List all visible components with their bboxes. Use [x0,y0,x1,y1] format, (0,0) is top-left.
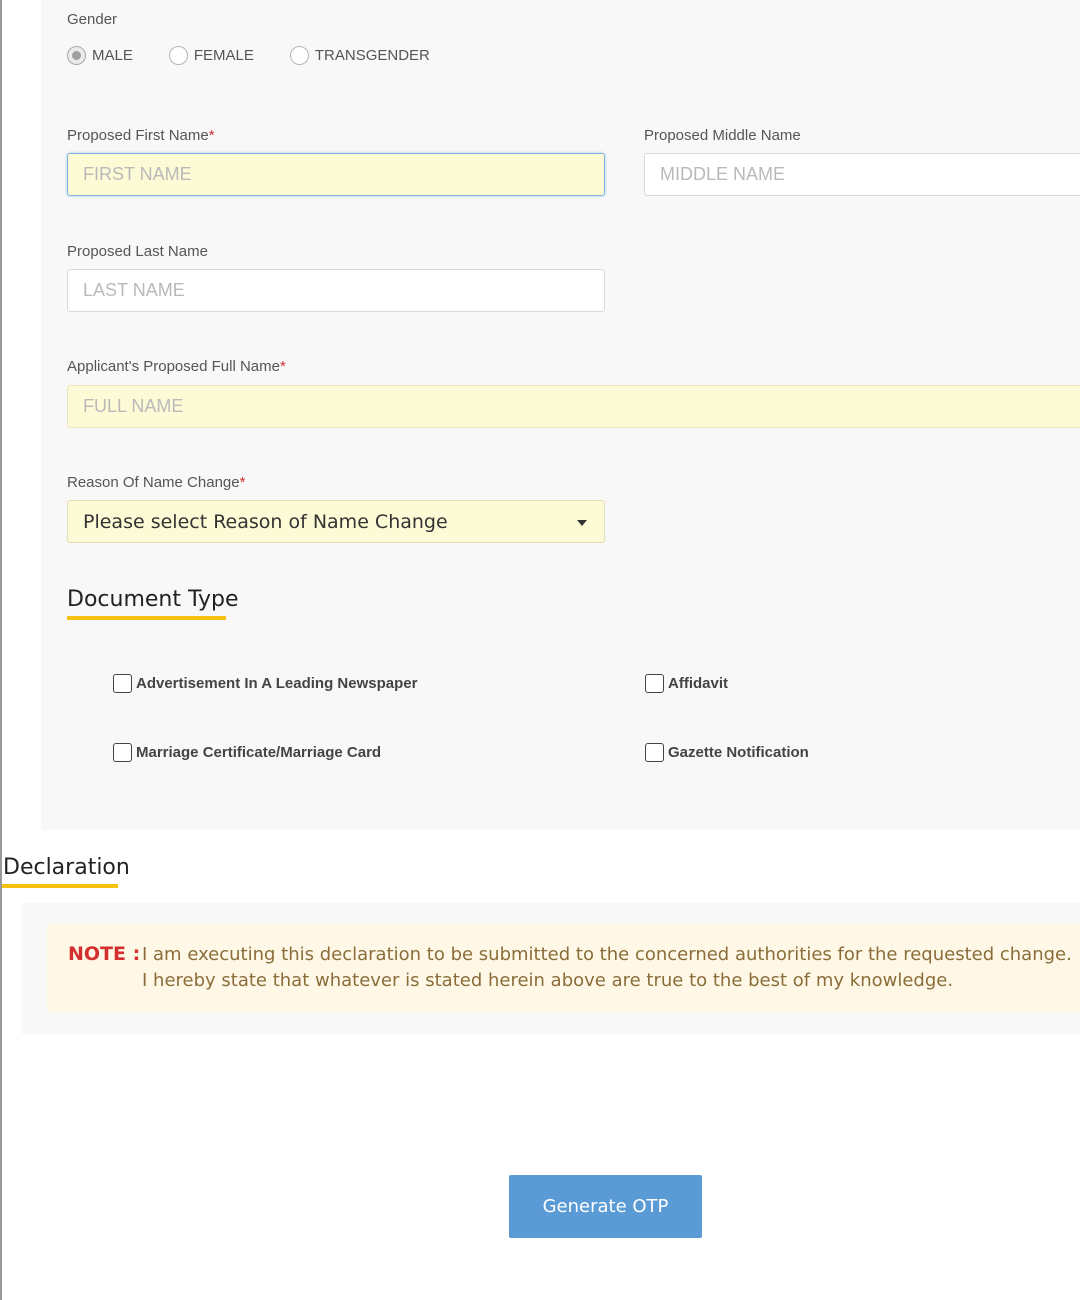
gender-option-male[interactable] [67,46,133,65]
required-marker: * [239,474,246,491]
note-label: NOTE : [68,943,141,965]
gender-male-radio[interactable] [67,46,86,65]
generate-otp-button[interactable]: Generate OTP [509,1175,702,1238]
gender-male-label: MALE [92,47,133,64]
note-line-1: I am executing this declaration to be submitted to the concerned authorities for the requested change. [142,944,1072,965]
first-name-input[interactable] [67,153,605,196]
reason-selected-value: Please select Reason of Name Change [83,510,448,533]
gender-radio-group [67,46,466,65]
required-marker: * [279,358,286,375]
full-name-label-text: Applicant's Proposed Full Name [67,358,280,375]
note-line-2: I hereby state that whatever is stated herein above are true to the best of my knowledge. [142,970,954,991]
full-name-label [67,358,286,375]
declaration-panel [22,903,1080,1034]
gender-female-label: FEMALE [193,47,254,64]
first-name-label-text: Proposed First Name [67,127,209,144]
note-box [47,924,1080,1012]
doc-option-gazette[interactable] [645,743,809,762]
gazette-checkbox[interactable] [645,743,664,762]
document-type-title: Document Type [67,587,239,612]
affidavit-checkbox[interactable] [645,674,664,693]
reason-select[interactable] [67,500,605,543]
declaration-underline [2,884,118,888]
doc-option-newspaper[interactable] [113,674,417,693]
full-name-input[interactable] [67,385,1080,428]
gender-transgender-radio[interactable] [290,46,309,65]
newspaper-label: Advertisement In A Leading Newspaper [136,675,418,692]
form-panel [41,0,1080,830]
document-type-underline [67,616,226,620]
reason-label [67,474,245,491]
reason-label-text: Reason Of Name Change [67,474,240,491]
first-name-label [67,127,215,144]
last-name-label: Proposed Last Name [67,243,208,260]
gender-option-female[interactable] [169,46,254,65]
gender-transgender-label: TRANSGENDER [314,47,430,64]
newspaper-checkbox[interactable] [113,674,132,693]
last-name-input[interactable] [67,269,605,312]
middle-name-label: Proposed Middle Name [644,127,801,144]
marriage-certificate-label: Marriage Certificate/Marriage Card [136,744,382,761]
middle-name-input[interactable] [644,153,1080,196]
required-marker: * [208,127,215,144]
marriage-certificate-checkbox[interactable] [113,743,132,762]
doc-option-marriage-certificate[interactable] [113,743,381,762]
gender-label: Gender [67,11,118,28]
gazette-label: Gazette Notification [668,744,809,761]
gender-option-transgender[interactable] [290,46,430,65]
declaration-title: Declaration [3,855,130,880]
affidavit-label: Affidavit [668,675,728,692]
caret-down-icon [577,520,587,526]
gender-female-radio[interactable] [169,46,188,65]
doc-option-affidavit[interactable] [645,674,728,693]
